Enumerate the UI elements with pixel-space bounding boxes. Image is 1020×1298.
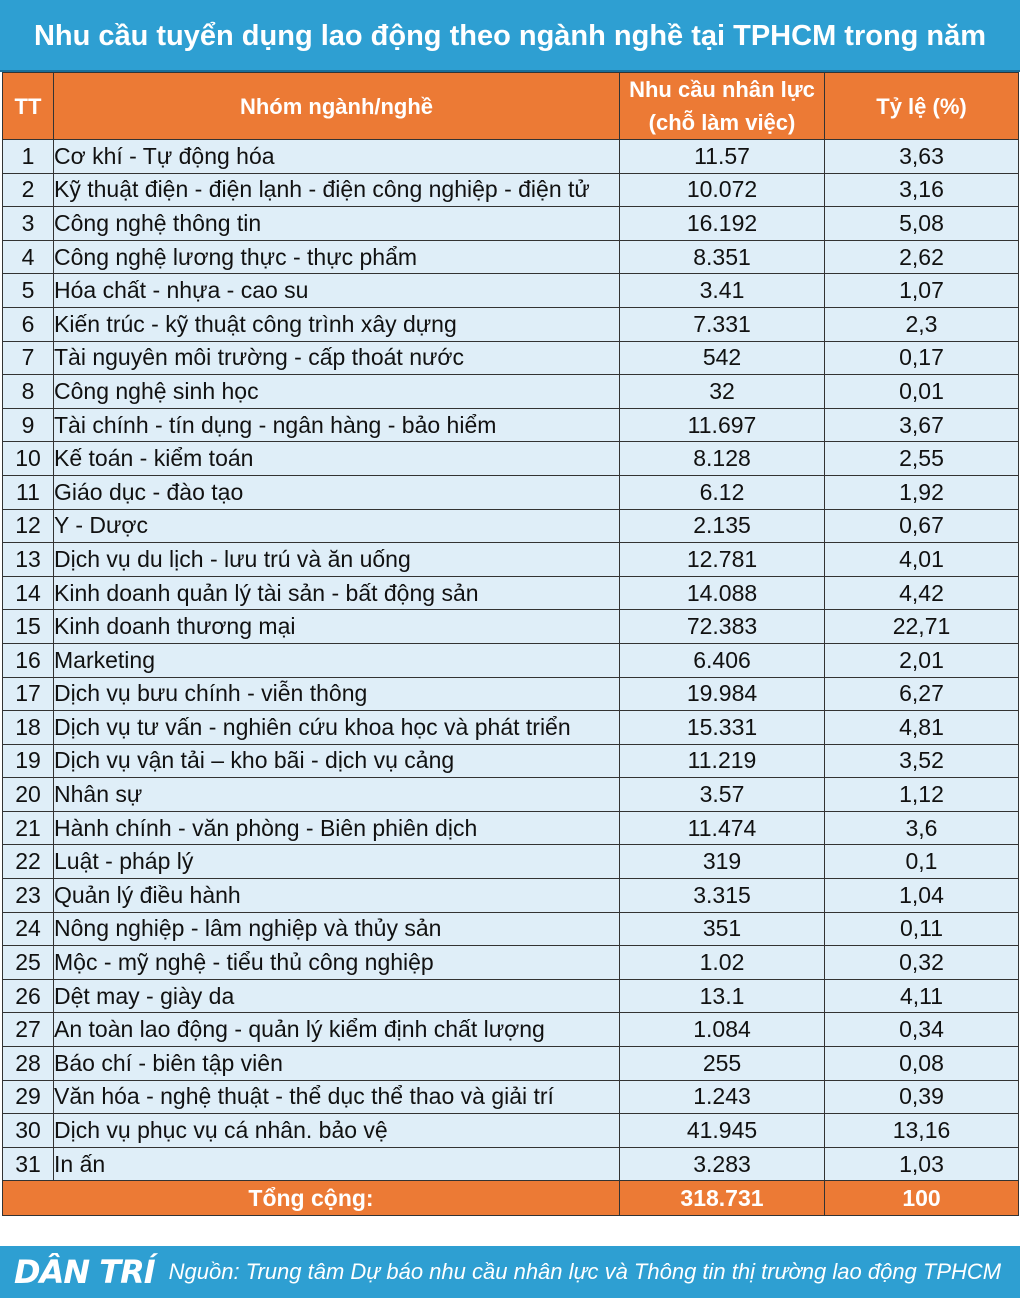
row-demand: 6.12 (620, 475, 825, 509)
row-ratio: 2,62 (825, 240, 1019, 274)
table-row (3, 1080, 1019, 1114)
row-demand: 3.57 (620, 778, 825, 812)
row-tt: 21 (3, 811, 54, 845)
table-row (3, 307, 1019, 341)
row-name: Marketing (54, 643, 620, 677)
row-name: Kỹ thuật điện - điện lạnh - điện công nghiệp - điện tử (54, 173, 620, 207)
row-tt: 2 (3, 173, 54, 207)
table-row (3, 778, 1019, 812)
row-demand: 41.945 (620, 1114, 825, 1148)
table-row (3, 375, 1019, 409)
row-ratio: 4,81 (825, 711, 1019, 745)
row-name: Kinh doanh quản lý tài sản - bất động sản (54, 576, 620, 610)
row-name: Kế toán - kiểm toán (54, 442, 620, 476)
table-row (3, 711, 1019, 745)
table-row (3, 509, 1019, 543)
row-ratio: 1,04 (825, 879, 1019, 913)
row-ratio: 1,03 (825, 1147, 1019, 1181)
table-row (3, 576, 1019, 610)
row-demand: 13.1 (620, 979, 825, 1013)
row-name: Hành chính - văn phòng - Biên phiên dịch (54, 811, 620, 845)
total-ratio: 100 (825, 1181, 1019, 1216)
table-row (3, 610, 1019, 644)
row-demand: 8.128 (620, 442, 825, 476)
row-tt: 13 (3, 543, 54, 577)
row-demand: 11.697 (620, 408, 825, 442)
row-name: Giáo dục - đào tạo (54, 475, 620, 509)
row-name: Tài nguyên môi trường - cấp thoát nước (54, 341, 620, 375)
header-tt: TT (3, 73, 54, 140)
row-demand: 3.41 (620, 274, 825, 308)
header-demand-line1: Nhu cầu nhân lực (629, 77, 815, 102)
row-name: Nhân sự (54, 778, 620, 812)
row-name: Dệt may - giày da (54, 979, 620, 1013)
row-ratio: 0,1 (825, 845, 1019, 879)
page-title: Nhu cầu tuyển dụng lao động theo ngành nghề tại TPHCM trong năm (0, 0, 1020, 72)
row-tt: 19 (3, 744, 54, 778)
table-row (3, 811, 1019, 845)
row-ratio: 13,16 (825, 1114, 1019, 1148)
table-row (3, 643, 1019, 677)
row-ratio: 6,27 (825, 677, 1019, 711)
row-ratio: 0,34 (825, 1013, 1019, 1047)
row-ratio: 0,17 (825, 341, 1019, 375)
source-footer (0, 1246, 1020, 1298)
row-demand: 351 (620, 912, 825, 946)
row-tt: 18 (3, 711, 54, 745)
table-row (3, 408, 1019, 442)
row-name: Quản lý điều hành (54, 879, 620, 913)
row-name: Kiến trúc - kỹ thuật công trình xây dựng (54, 307, 620, 341)
row-tt: 20 (3, 778, 54, 812)
row-ratio: 2,55 (825, 442, 1019, 476)
table-row (3, 1013, 1019, 1047)
table-row (3, 744, 1019, 778)
demand-table (2, 72, 1019, 1216)
row-tt: 8 (3, 375, 54, 409)
table-row (3, 677, 1019, 711)
row-tt: 28 (3, 1047, 54, 1081)
table-row (3, 274, 1019, 308)
table-row (3, 173, 1019, 207)
row-name: Y - Dược (54, 509, 620, 543)
row-demand: 319 (620, 845, 825, 879)
row-tt: 11 (3, 475, 54, 509)
row-tt: 4 (3, 240, 54, 274)
row-tt: 22 (3, 845, 54, 879)
table-row (3, 912, 1019, 946)
row-tt: 12 (3, 509, 54, 543)
row-demand: 1.084 (620, 1013, 825, 1047)
row-demand: 255 (620, 1047, 825, 1081)
source-text: Nguồn: Trung tâm Dự báo nhu cầu nhân lực và Thông tin thị trường lao động TPHCM (168, 1259, 1002, 1284)
table-row (3, 442, 1019, 476)
row-demand: 2.135 (620, 509, 825, 543)
row-name: Dịch vụ phục vụ cá nhân. bảo vệ (54, 1114, 620, 1148)
table-row (3, 1047, 1019, 1081)
row-name: Báo chí - biên tập viên (54, 1047, 620, 1081)
row-ratio: 1,07 (825, 274, 1019, 308)
row-tt: 26 (3, 979, 54, 1013)
row-tt: 10 (3, 442, 54, 476)
table-row (3, 475, 1019, 509)
total-row (3, 1181, 1019, 1216)
row-demand: 15.331 (620, 711, 825, 745)
row-demand: 11.219 (620, 744, 825, 778)
header-ratio: Tỷ lệ (%) (825, 73, 1019, 140)
row-ratio: 5,08 (825, 207, 1019, 241)
header-demand-line2: (chỗ làm việc) (648, 110, 796, 135)
row-name: Dịch vụ tư vấn - nghiên cứu khoa học và phát triển (54, 711, 620, 745)
row-ratio: 1,92 (825, 475, 1019, 509)
row-tt: 3 (3, 207, 54, 241)
row-ratio: 4,42 (825, 576, 1019, 610)
row-demand: 6.406 (620, 643, 825, 677)
row-demand: 11.57 (620, 140, 825, 174)
table-row (3, 879, 1019, 913)
dantri-logo: DÂN TRÍ (14, 1253, 155, 1291)
row-tt: 27 (3, 1013, 54, 1047)
row-demand: 3.283 (620, 1147, 825, 1181)
row-ratio: 0,01 (825, 375, 1019, 409)
row-ratio: 22,71 (825, 610, 1019, 644)
header-demand (620, 73, 825, 140)
row-ratio: 1,12 (825, 778, 1019, 812)
row-name: Công nghệ thông tin (54, 207, 620, 241)
row-ratio: 0,67 (825, 509, 1019, 543)
table-row (3, 1147, 1019, 1181)
row-name: Nông nghiệp - lâm nghiệp và thủy sản (54, 912, 620, 946)
row-ratio: 0,11 (825, 912, 1019, 946)
table-row (3, 946, 1019, 980)
row-name: Cơ khí - Tự động hóa (54, 140, 620, 174)
row-tt: 16 (3, 643, 54, 677)
row-ratio: 3,52 (825, 744, 1019, 778)
table-row (3, 207, 1019, 241)
row-demand: 16.192 (620, 207, 825, 241)
row-demand: 19.984 (620, 677, 825, 711)
table-row (3, 1114, 1019, 1148)
row-demand: 1.02 (620, 946, 825, 980)
row-demand: 12.781 (620, 543, 825, 577)
table-row (3, 341, 1019, 375)
row-name: Luật - pháp lý (54, 845, 620, 879)
table-row (3, 240, 1019, 274)
row-name: Dịch vụ du lịch - lưu trú và ăn uống (54, 543, 620, 577)
total-demand: 318.731 (620, 1181, 825, 1216)
row-demand: 10.072 (620, 173, 825, 207)
row-name: Kinh doanh thương mại (54, 610, 620, 644)
row-demand: 8.351 (620, 240, 825, 274)
row-demand: 7.331 (620, 307, 825, 341)
row-tt: 9 (3, 408, 54, 442)
row-name: Tài chính - tín dụng - ngân hàng - bảo hiểm (54, 408, 620, 442)
row-name: In ấn (54, 1147, 620, 1181)
row-ratio: 3,16 (825, 173, 1019, 207)
row-name: Mộc - mỹ nghệ - tiểu thủ công nghiệp (54, 946, 620, 980)
row-demand: 11.474 (620, 811, 825, 845)
row-tt: 1 (3, 140, 54, 174)
row-demand: 72.383 (620, 610, 825, 644)
table-row (3, 140, 1019, 174)
row-name: An toàn lao động - quản lý kiểm định chất lượng (54, 1013, 620, 1047)
row-ratio: 0,32 (825, 946, 1019, 980)
row-ratio: 4,11 (825, 979, 1019, 1013)
row-demand: 14.088 (620, 576, 825, 610)
table-row (3, 543, 1019, 577)
row-tt: 30 (3, 1114, 54, 1148)
row-tt: 24 (3, 912, 54, 946)
table-row (3, 979, 1019, 1013)
row-ratio: 0,08 (825, 1047, 1019, 1081)
row-tt: 7 (3, 341, 54, 375)
row-name: Dịch vụ vận tải – kho bãi - dịch vụ cảng (54, 744, 620, 778)
row-demand: 542 (620, 341, 825, 375)
table-row (3, 845, 1019, 879)
header-group: Nhóm ngành/nghề (54, 73, 620, 140)
row-tt: 14 (3, 576, 54, 610)
row-name: Văn hóa - nghệ thuật - thể dục thể thao và giải trí (54, 1080, 620, 1114)
row-ratio: 0,39 (825, 1080, 1019, 1114)
row-tt: 6 (3, 307, 54, 341)
row-tt: 31 (3, 1147, 54, 1181)
row-name: Công nghệ sinh học (54, 375, 620, 409)
row-ratio: 2,01 (825, 643, 1019, 677)
row-demand: 3.315 (620, 879, 825, 913)
row-ratio: 3,63 (825, 140, 1019, 174)
row-name: Công nghệ lương thực - thực phẩm (54, 240, 620, 274)
total-label: Tổng cộng: (3, 1181, 620, 1216)
row-tt: 25 (3, 946, 54, 980)
row-demand: 1.243 (620, 1080, 825, 1114)
row-tt: 5 (3, 274, 54, 308)
row-name: Hóa chất - nhựa - cao su (54, 274, 620, 308)
row-tt: 23 (3, 879, 54, 913)
row-name: Dịch vụ bưu chính - viễn thông (54, 677, 620, 711)
row-demand: 32 (620, 375, 825, 409)
row-ratio: 3,6 (825, 811, 1019, 845)
header-row (3, 73, 1019, 140)
row-tt: 17 (3, 677, 54, 711)
row-tt: 29 (3, 1080, 54, 1114)
row-tt: 15 (3, 610, 54, 644)
row-ratio: 4,01 (825, 543, 1019, 577)
row-ratio: 2,3 (825, 307, 1019, 341)
row-ratio: 3,67 (825, 408, 1019, 442)
